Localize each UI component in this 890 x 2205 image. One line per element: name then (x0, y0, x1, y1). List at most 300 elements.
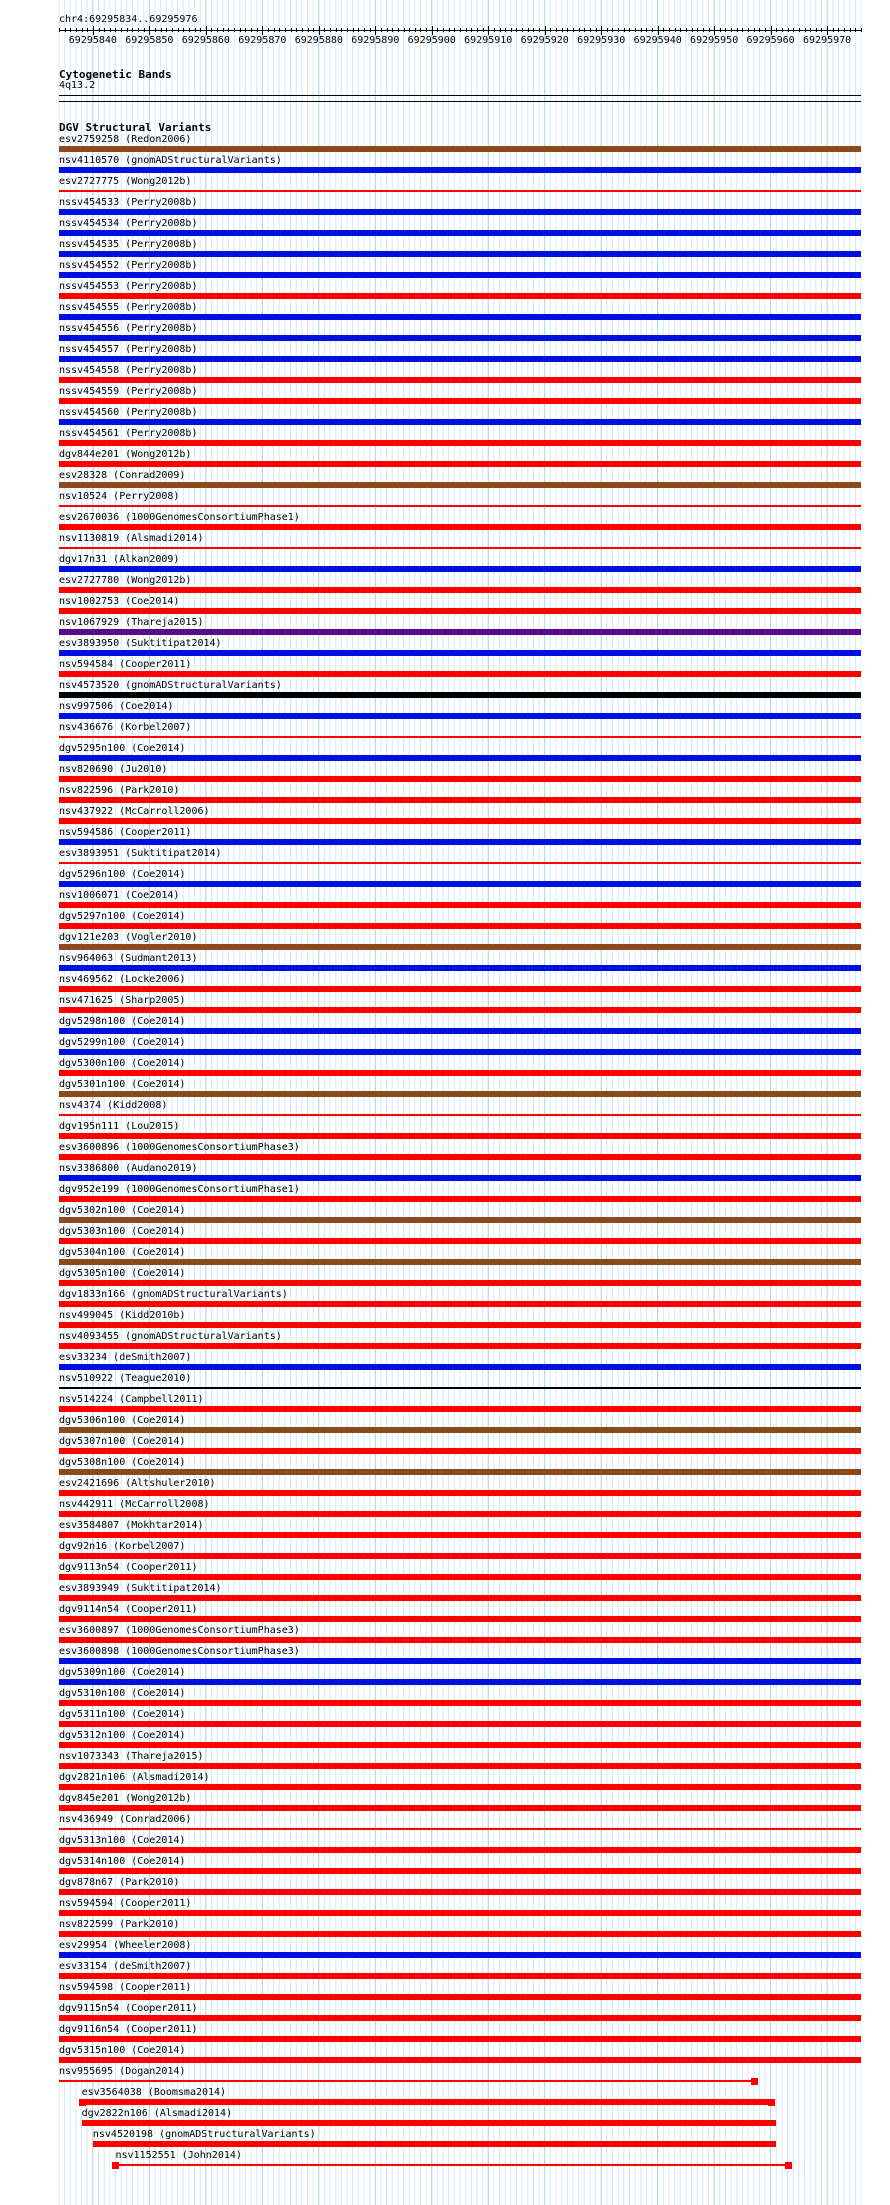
variant-bar[interactable] (59, 1847, 861, 1853)
variant-bar[interactable] (59, 1280, 861, 1286)
ruler-minor-tick (166, 28, 167, 32)
variant-bar[interactable] (59, 2036, 861, 2042)
variant-bar[interactable] (59, 797, 861, 803)
ruler-minor-tick (268, 28, 269, 32)
variant-label[interactable]: esv28328 (Conrad2009) (59, 470, 186, 481)
ruler-minor-tick (87, 28, 88, 32)
variant-bar[interactable] (59, 209, 861, 215)
ruler-minor-tick (612, 28, 613, 32)
variant-bar[interactable] (59, 1196, 861, 1202)
variant-bar[interactable] (59, 1387, 861, 1389)
variant-bar[interactable] (59, 377, 861, 383)
variant-label[interactable]: dgv195n111 (Lou2015) (59, 1121, 180, 1132)
ruler-minor-tick (528, 28, 529, 32)
ruler-minor-tick (799, 28, 800, 32)
variant-bar[interactable] (59, 1700, 861, 1706)
variant-end-marker (112, 2162, 119, 2169)
variant-bar[interactable] (59, 1828, 861, 1830)
ruler-minor-tick (347, 28, 348, 32)
ruler-minor-tick (121, 28, 122, 32)
ruler-minor-tick (629, 28, 630, 32)
variant-label[interactable]: dgv845e201 (Wong2012b) (59, 1793, 192, 1804)
variant-bar[interactable] (59, 1742, 861, 1748)
ruler-minor-tick (539, 28, 540, 32)
variant-bar[interactable] (59, 1868, 861, 1874)
ruler-tick-label: 69295870 (238, 35, 287, 46)
variant-bar[interactable] (59, 923, 861, 929)
variant-bar[interactable] (59, 1406, 861, 1412)
variant-label[interactable]: dgv2822n106 (Alsmadi2014) (81, 2108, 233, 2119)
ruler-minor-tick (409, 28, 410, 32)
variant-label[interactable]: nsv4093455 (gnomADStructuralVariants) (59, 1331, 282, 1342)
variant-end-marker (751, 2078, 758, 2085)
variant-bar[interactable] (59, 1238, 861, 1244)
variant-label[interactable]: nssv454559 (Perry2008b) (59, 386, 198, 397)
variant-label[interactable]: dgv5300n100 (Coe2014) (59, 1058, 186, 1069)
variant-label[interactable]: nssv454558 (Perry2008b) (59, 365, 198, 376)
ruler-minor-tick (110, 28, 111, 32)
variant-bar[interactable] (59, 1532, 861, 1538)
variant-label[interactable]: dgv5309n100 (Coe2014) (59, 1667, 186, 1678)
ruler-minor-tick (392, 28, 393, 32)
variant-label[interactable]: dgv5313n100 (Coe2014) (59, 1835, 186, 1846)
ruler-tick (93, 26, 94, 35)
ruler-minor-tick (460, 28, 461, 32)
variant-label[interactable]: nssv454535 (Perry2008b) (59, 239, 198, 250)
ruler-minor-tick (805, 28, 806, 32)
variant-label[interactable]: nssv454533 (Perry2008b) (59, 197, 198, 208)
ruler-minor-tick (183, 28, 184, 32)
ruler-minor-tick (358, 28, 359, 32)
ruler-minor-tick (686, 28, 687, 32)
variant-label[interactable]: dgv5299n100 (Coe2014) (59, 1037, 186, 1048)
variant-bar[interactable] (59, 1574, 861, 1580)
variant-bar[interactable] (59, 1994, 861, 2000)
ruler-tick (488, 26, 489, 35)
variant-bar[interactable] (59, 482, 861, 488)
ruler-tick (714, 26, 715, 35)
ruler-minor-tick (737, 28, 738, 32)
ruler-minor-tick (341, 28, 342, 32)
variant-bar[interactable] (59, 1091, 861, 1097)
variant-label[interactable]: nsv4374 (Kidd2008) (59, 1100, 168, 1111)
ruler-tick (319, 26, 320, 35)
variant-bar[interactable] (59, 2080, 754, 2082)
ruler-minor-tick (466, 28, 467, 32)
ruler-tick (771, 26, 772, 35)
ruler-minor-tick (178, 28, 179, 32)
variant-bar[interactable] (59, 1511, 861, 1517)
variant-bar[interactable] (59, 547, 861, 549)
variant-label[interactable]: nsv1130819 (Alsmadi2014) (59, 533, 204, 544)
ruler-minor-tick (782, 28, 783, 32)
variant-bar[interactable] (59, 1637, 861, 1643)
variant-label[interactable]: esv3893949 (Suktitipat2014) (59, 1583, 222, 1594)
ruler-minor-tick (776, 28, 777, 32)
variant-label[interactable]: nsv822596 (Park2010) (59, 785, 180, 796)
ruler-minor-tick (669, 28, 670, 32)
variant-bar[interactable] (59, 650, 861, 656)
ruler-minor-tick (234, 28, 235, 32)
ruler-tick-label: 69295920 (520, 35, 569, 46)
ruler-minor-tick (70, 28, 71, 32)
dgv-track-title: DGV Structural Variants (59, 121, 212, 134)
variant-label[interactable]: nsv442911 (McCarroll2008) (59, 1499, 210, 1510)
ruler-minor-tick (483, 28, 484, 32)
variant-label[interactable]: nsv822599 (Park2010) (59, 1919, 180, 1930)
ruler-minor-tick (76, 28, 77, 32)
variant-bar[interactable] (59, 1322, 861, 1328)
ruler-minor-tick (353, 28, 354, 32)
variant-bar[interactable] (59, 1658, 861, 1664)
variant-label[interactable]: dgv92n16 (Korbel2007) (59, 1541, 186, 1552)
variant-bar[interactable] (59, 671, 861, 677)
ruler-minor-tick (646, 28, 647, 32)
variant-label[interactable]: esv3893951 (Suktitipat2014) (59, 848, 222, 859)
variant-label[interactable]: dgv9113n54 (Cooper2011) (59, 1562, 198, 1573)
ruler-minor-tick (511, 28, 512, 32)
ruler-minor-tick (161, 28, 162, 32)
variant-label[interactable]: dgv9115n54 (Cooper2011) (59, 2003, 198, 2014)
variant-label[interactable]: esv3564038 (Boomsma2014) (81, 2087, 227, 2098)
ruler-minor-tick (257, 28, 258, 32)
ruler-minor-tick (596, 28, 597, 32)
ruler-minor-tick (437, 28, 438, 32)
ruler-minor-tick (279, 28, 280, 32)
variant-bar[interactable] (59, 755, 861, 761)
variant-bar[interactable] (59, 692, 861, 698)
variant-bar[interactable] (59, 419, 861, 425)
variant-label[interactable]: nsv471625 (Sharp2005) (59, 995, 186, 1006)
ruler-minor-tick (754, 28, 755, 32)
variant-bar[interactable] (59, 167, 861, 173)
variant-bar[interactable] (59, 1007, 861, 1013)
variant-bar[interactable] (59, 776, 861, 782)
variant-bar[interactable] (59, 1028, 861, 1034)
variant-bar[interactable] (59, 881, 861, 887)
variant-label[interactable]: nsv1067929 (Thareja2015) (59, 617, 204, 628)
variant-bar[interactable] (59, 1973, 861, 1979)
variant-label[interactable]: nssv454561 (Perry2008b) (59, 428, 198, 439)
variant-bar[interactable] (59, 505, 861, 507)
variant-label[interactable]: esv2759258 (Redon2006) (59, 134, 192, 145)
ruler-minor-tick (607, 28, 608, 32)
variant-label[interactable]: esv3584807 (Mokhtar2014) (59, 1520, 204, 1531)
ruler-minor-tick (274, 28, 275, 32)
ruler-minor-tick (59, 28, 60, 32)
variant-bar[interactable] (59, 1721, 861, 1727)
variant-label[interactable]: dgv844e201 (Wong2012b) (59, 449, 192, 460)
variant-label[interactable]: nsv469562 (Locke2006) (59, 974, 186, 985)
variant-bar[interactable] (59, 230, 861, 236)
ruler-minor-tick (516, 28, 517, 32)
variant-bar[interactable] (59, 713, 861, 719)
ruler-tick-label: 69295880 (294, 35, 343, 46)
variant-bar[interactable] (59, 440, 861, 446)
variant-label[interactable]: nsv436676 (Korbel2007) (59, 722, 192, 733)
variant-bar[interactable] (59, 862, 861, 864)
variant-label[interactable]: nsv1152551 (John2014) (115, 2150, 242, 2161)
ruler-minor-tick (494, 28, 495, 32)
variant-label[interactable]: nsv594598 (Cooper2011) (59, 1982, 192, 1993)
variant-label[interactable]: dgv2821n106 (Alsmadi2014) (59, 1772, 210, 1783)
variant-bar[interactable] (59, 398, 861, 404)
ruler-minor-tick (833, 28, 834, 32)
variant-bar[interactable] (59, 1259, 861, 1265)
ruler-tick (262, 26, 263, 35)
variant-bar[interactable] (82, 2099, 771, 2105)
variant-bar[interactable] (59, 902, 861, 908)
ruler-minor-tick (155, 28, 156, 32)
ruler-minor-tick (189, 28, 190, 32)
variant-label[interactable]: esv3600898 (1000GenomesConsortiumPhase3) (59, 1646, 300, 1657)
ruler-minor-tick (296, 28, 297, 32)
variant-bar[interactable] (59, 1154, 861, 1160)
ruler-tick-label: 69295940 (633, 35, 682, 46)
variant-bar[interactable] (59, 1070, 861, 1076)
variant-label[interactable]: nsv594594 (Cooper2011) (59, 1898, 192, 1909)
ruler-minor-tick (500, 28, 501, 32)
variant-bar[interactable] (59, 1049, 861, 1055)
variant-bar[interactable] (59, 944, 861, 950)
variant-label[interactable]: dgv5314n100 (Coe2014) (59, 1856, 186, 1867)
variant-bar[interactable] (59, 146, 861, 152)
ruler-minor-tick (505, 28, 506, 32)
ruler-tick-label: 69295850 (125, 35, 174, 46)
variant-label[interactable]: dgv5310n100 (Coe2014) (59, 1688, 186, 1699)
variant-label[interactable]: dgv5297n100 (Coe2014) (59, 911, 186, 922)
ruler-minor-tick (720, 28, 721, 32)
variant-bar[interactable] (59, 1469, 861, 1475)
variant-bar[interactable] (59, 1343, 861, 1349)
variant-label[interactable]: esv2670036 (1000GenomesConsortiumPhase1) (59, 512, 300, 523)
variant-bar[interactable] (59, 293, 861, 299)
variant-bar[interactable] (59, 1364, 861, 1370)
variant-label[interactable]: dgv5312n100 (Coe2014) (59, 1730, 186, 1741)
variant-bar[interactable] (59, 272, 861, 278)
ruler-tick-label: 69295910 (464, 35, 513, 46)
variant-bar[interactable] (59, 1133, 861, 1139)
ruler-minor-tick (471, 28, 472, 32)
variant-label[interactable]: esv29954 (Wheeler2008) (59, 1940, 192, 1951)
variant-label[interactable]: dgv5298n100 (Coe2014) (59, 1016, 186, 1027)
variant-label[interactable]: nsv997506 (Coe2014) (59, 701, 174, 712)
variant-label[interactable]: dgv17n31 (Alkan2009) (59, 554, 180, 565)
ruler-tick (432, 26, 433, 35)
ruler-minor-tick (65, 28, 66, 32)
ruler-minor-tick (454, 28, 455, 32)
ruler-minor-tick (138, 28, 139, 32)
variant-bar[interactable] (59, 2015, 861, 2021)
variant-label[interactable]: nssv454552 (Perry2008b) (59, 260, 198, 271)
variant-label[interactable]: dgv878n67 (Park2010) (59, 1877, 180, 1888)
variant-label[interactable]: dgv5303n100 (Coe2014) (59, 1226, 186, 1237)
ruler-minor-tick (404, 28, 405, 32)
variant-label[interactable]: dgv5296n100 (Coe2014) (59, 869, 186, 880)
ruler-minor-tick (302, 28, 303, 32)
ruler-minor-tick (245, 28, 246, 32)
ruler-tick (827, 26, 828, 35)
variant-label[interactable]: nsv1006071 (Coe2014) (59, 890, 180, 901)
variant-bar[interactable] (59, 1931, 861, 1937)
variant-label[interactable]: nssv454560 (Perry2008b) (59, 407, 198, 418)
variant-bar[interactable] (59, 1763, 861, 1769)
variant-bar[interactable] (59, 1889, 861, 1895)
variant-bar[interactable] (59, 608, 861, 614)
variant-bar[interactable] (59, 736, 861, 738)
variant-label[interactable]: esv3600896 (1000GenomesConsortiumPhase3) (59, 1142, 300, 1153)
variant-bar[interactable] (59, 566, 861, 572)
variant-label[interactable]: nssv454555 (Perry2008b) (59, 302, 198, 313)
variant-bar[interactable] (59, 1301, 861, 1307)
ruler-minor-tick (663, 28, 664, 32)
ruler-minor-tick (449, 28, 450, 32)
ruler-minor-tick (788, 28, 789, 32)
variant-label[interactable]: dgv5308n100 (Coe2014) (59, 1457, 186, 1468)
ruler-minor-tick (127, 28, 128, 32)
ruler-tick (375, 26, 376, 35)
ruler-minor-tick (522, 28, 523, 32)
variant-label[interactable]: dgv121e203 (Vogler2010) (59, 932, 198, 943)
ruler-minor-tick (573, 28, 574, 32)
ruler-minor-tick (195, 28, 196, 32)
variant-label[interactable]: nsv437922 (McCarroll2006) (59, 806, 210, 817)
variant-label[interactable]: dgv1833n166 (gnomADStructuralVariants) (59, 1289, 288, 1300)
variant-label[interactable]: nsv1002753 (Coe2014) (59, 596, 180, 607)
ruler-minor-tick (387, 28, 388, 32)
variant-label[interactable]: nsv436949 (Conrad2006) (59, 1814, 192, 1825)
variant-bar[interactable] (59, 1784, 861, 1790)
variant-bar[interactable] (59, 356, 861, 362)
variant-bar[interactable] (82, 2120, 777, 2126)
variant-bar[interactable] (59, 1175, 861, 1181)
ruler-minor-tick (556, 28, 557, 32)
variant-label[interactable]: nsv510922 (Teague2010) (59, 1373, 192, 1384)
ruler-tick-label: 69295930 (577, 35, 626, 46)
variant-label[interactable]: nsv4520198 (gnomADStructuralVariants) (92, 2129, 316, 2140)
variant-label[interactable]: dgv5311n100 (Coe2014) (59, 1709, 186, 1720)
variant-label[interactable]: dgv5301n100 (Coe2014) (59, 1079, 186, 1090)
variant-label[interactable]: nsv594586 (Cooper2011) (59, 827, 192, 838)
ruler-minor-tick (211, 28, 212, 32)
variant-bar[interactable] (59, 1679, 861, 1685)
variant-label[interactable]: nsv594584 (Cooper2011) (59, 659, 192, 670)
ruler-tick (545, 26, 546, 35)
variant-bar[interactable] (59, 1448, 861, 1454)
ruler-minor-tick (584, 28, 585, 32)
variant-bar[interactable] (59, 251, 861, 257)
variant-label[interactable]: esv2727780 (Wong2012b) (59, 575, 192, 586)
variant-label[interactable]: esv3893950 (Suktitipat2014) (59, 638, 222, 649)
ruler-minor-tick (240, 28, 241, 32)
variant-bar[interactable] (59, 190, 861, 192)
ruler-tick-label: 69295960 (746, 35, 795, 46)
ruler-minor-tick (793, 28, 794, 32)
cytoband-divider (59, 95, 861, 96)
variant-label[interactable]: dgv5306n100 (Coe2014) (59, 1415, 186, 1426)
variant-label[interactable]: nssv454534 (Perry2008b) (59, 218, 198, 229)
ruler-minor-tick (680, 28, 681, 32)
variant-label[interactable]: nsv1073343 (Thareja2015) (59, 1751, 204, 1762)
ruler-minor-tick (381, 28, 382, 32)
variant-label[interactable]: esv2421696 (Altshuler2010) (59, 1478, 216, 1489)
variant-label[interactable]: dgv5315n100 (Coe2014) (59, 2045, 186, 2056)
variant-bar[interactable] (59, 587, 861, 593)
variant-bar[interactable] (59, 1595, 861, 1601)
variant-label[interactable]: nsv4573520 (gnomADStructuralVariants) (59, 680, 282, 691)
variant-label[interactable]: nsv499045 (Kidd2010b) (59, 1310, 186, 1321)
ruler-minor-tick (759, 28, 760, 32)
ruler-minor-tick (330, 28, 331, 32)
variant-label[interactable]: dgv9114n54 (Cooper2011) (59, 1604, 198, 1615)
variant-bar[interactable] (59, 1553, 861, 1559)
variant-label[interactable]: nsv3386800 (Audano2019) (59, 1163, 198, 1174)
ruler-minor-tick (838, 28, 839, 32)
variant-bar[interactable] (59, 1952, 861, 1958)
variant-label[interactable]: dgv5305n100 (Coe2014) (59, 1268, 186, 1279)
variant-label[interactable]: dgv9116n54 (Cooper2011) (59, 2024, 198, 2035)
variant-bar[interactable] (93, 2141, 776, 2147)
variant-bar[interactable] (59, 1910, 861, 1916)
variant-label[interactable]: nssv454557 (Perry2008b) (59, 344, 198, 355)
ruler-minor-tick (850, 28, 851, 32)
variant-bar[interactable] (115, 2164, 787, 2166)
variant-label[interactable]: dgv952e199 (1000GenomesConsortiumPhase1) (59, 1184, 300, 1195)
variant-bar[interactable] (59, 461, 861, 467)
variant-label[interactable]: nssv454556 (Perry2008b) (59, 323, 198, 334)
variant-end-marker (79, 2099, 86, 2106)
ruler-minor-tick (562, 28, 563, 32)
variant-bar[interactable] (59, 818, 861, 824)
variant-bar[interactable] (59, 335, 861, 341)
variant-label[interactable]: nsv820690 (Ju2010) (59, 764, 168, 775)
variant-label[interactable]: esv3600897 (1000GenomesConsortiumPhase3) (59, 1625, 300, 1636)
variant-bar[interactable] (59, 629, 861, 635)
variant-bar[interactable] (59, 1114, 861, 1116)
track-divider (59, 101, 861, 102)
variant-label[interactable]: nsv10524 (Perry2008) (59, 491, 180, 502)
variant-label[interactable]: nsv514224 (Campbell2011) (59, 1394, 204, 1405)
variant-bar[interactable] (59, 1427, 861, 1433)
variant-bar[interactable] (59, 2057, 861, 2063)
variant-label[interactable]: dgv5304n100 (Coe2014) (59, 1247, 186, 1258)
ruler-minor-tick (618, 28, 619, 32)
variant-label[interactable]: nsv955695 (Dogan2014) (59, 2066, 186, 2077)
variant-bar[interactable] (59, 1490, 861, 1496)
variant-label[interactable]: esv33234 (deSmith2007) (59, 1352, 192, 1363)
variant-label[interactable]: dgv5302n100 (Coe2014) (59, 1205, 186, 1216)
variant-label[interactable]: nssv454553 (Perry2008b) (59, 281, 198, 292)
ruler-minor-tick (200, 28, 201, 32)
ruler-minor-tick (731, 28, 732, 32)
variant-bar[interactable] (59, 1805, 861, 1811)
variant-label[interactable]: dgv5295n100 (Coe2014) (59, 743, 186, 754)
ruler-minor-tick (336, 28, 337, 32)
variant-bar[interactable] (59, 965, 861, 971)
ruler-tick (601, 26, 602, 35)
variant-label[interactable]: nsv964063 (Sudmant2013) (59, 953, 198, 964)
variant-label[interactable]: esv2727775 (Wong2012b) (59, 176, 192, 187)
variant-bar[interactable] (59, 986, 861, 992)
variant-bar[interactable] (59, 524, 861, 530)
variant-bar[interactable] (59, 1217, 861, 1223)
variant-label[interactable]: nsv4110570 (gnomADStructuralVariants) (59, 155, 282, 166)
variant-bar[interactable] (59, 839, 861, 845)
variant-label[interactable]: esv33154 (deSmith2007) (59, 1961, 192, 1972)
variant-bar[interactable] (59, 1616, 861, 1622)
variant-label[interactable]: dgv5307n100 (Coe2014) (59, 1436, 186, 1447)
variant-bar[interactable] (59, 314, 861, 320)
